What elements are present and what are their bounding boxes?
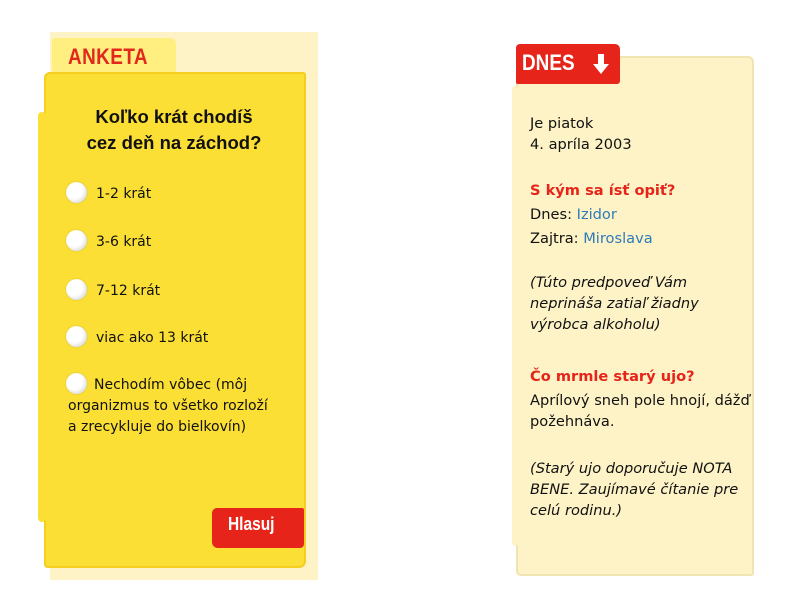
radio-button[interactable]	[66, 182, 87, 203]
poll-tag-label: ANKETA	[68, 44, 149, 69]
nameday-tomorrow-link[interactable]: Miroslava	[583, 230, 653, 247]
oldman-note: (Starý ujo doporučuje NOTA BENE. Zaujímavé čítanie pre celú rodinu.)	[530, 460, 739, 519]
poll-option-label: 1-2 krát	[96, 186, 152, 202]
vote-button-label[interactable]: Hlasuj	[228, 514, 275, 534]
radio-button[interactable]	[66, 326, 87, 347]
arrow-down-icon	[590, 52, 612, 76]
poll-option-label: 3-6 krát	[96, 234, 152, 250]
nameday-today-link[interactable]: Izidor	[576, 206, 617, 223]
poll-option-label: viac ako 13 krát	[96, 330, 209, 346]
oldman-saying: Aprílový sneh pole hnojí, dážď požehnáva.	[530, 392, 750, 430]
poll-option-label: 7-12 krát	[96, 283, 161, 299]
today-date: Je piatok 4. apríla 2003	[530, 115, 632, 153]
nameday-tomorrow: Zajtra: Miroslava	[530, 230, 653, 247]
today-tag-label: DNES	[522, 50, 575, 75]
drink-heading: S kým sa ísť opiť?	[530, 182, 676, 199]
poll-option-label: Nechodím vôbec (môj organizmus to všetko rozloží a zrecykluje do bielkovín)	[68, 377, 268, 435]
poll-question: Koľko krát chodíš cez deň na záchod?	[86, 106, 262, 153]
nameday-today: Dnes: Izidor	[530, 206, 617, 223]
oldman-heading: Čo mrmle starý ujo?	[530, 368, 695, 385]
radio-button[interactable]	[66, 230, 87, 251]
radio-button[interactable]	[66, 279, 87, 300]
drink-note: (Túto predpoveď Vám neprináša zatiaľ žiadny výrobca alkoholu)	[530, 274, 699, 333]
